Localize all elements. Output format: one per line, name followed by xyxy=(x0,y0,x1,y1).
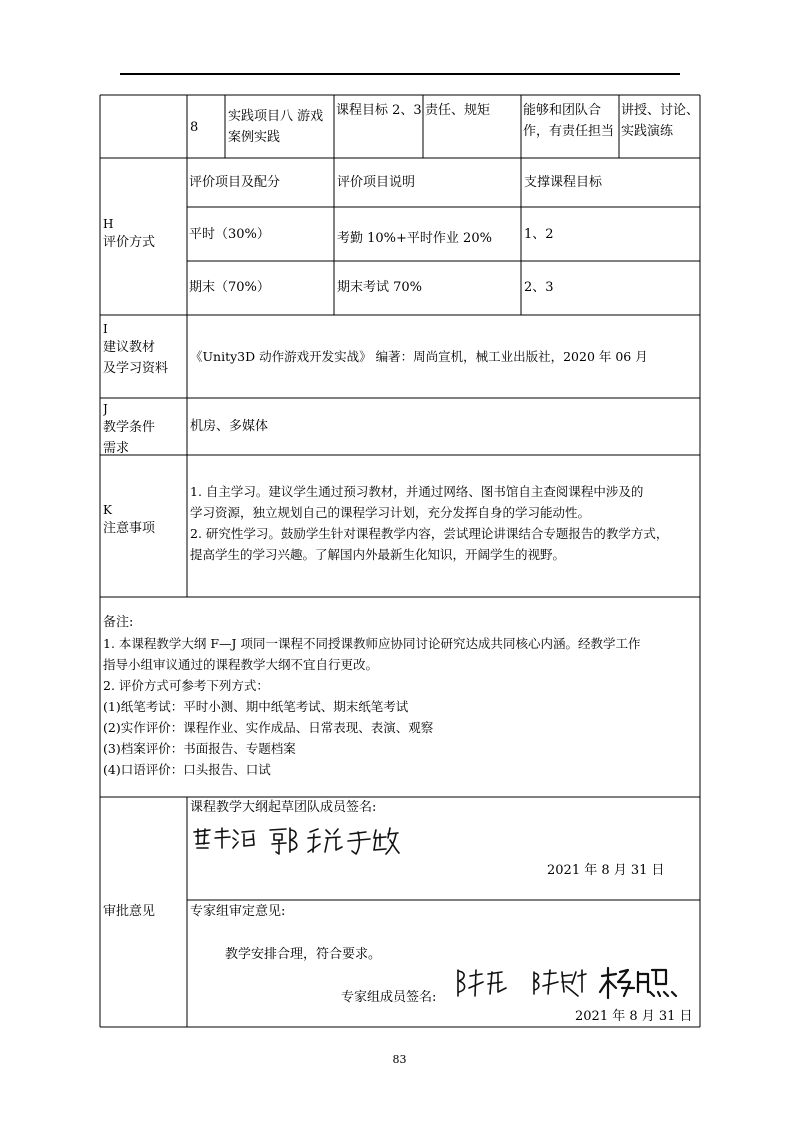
section-i-content: 《Unity3D 动作游戏开发实战》 编著：周尚宣机，械工业出版社，2020 年 06 月 xyxy=(190,349,648,364)
section-i-title-line1: 建议教材 xyxy=(103,340,156,355)
expert-sign-label: 专家组成员签名: xyxy=(341,990,437,1005)
row8-project-line2: 案例实践 xyxy=(228,130,281,145)
section-j-title-line2: 需求 xyxy=(103,441,130,454)
section-k-line: 2. 研究性学习。鼓励学生针对课程教学内容，尝试理论讲课结合专题报告的教学方式， xyxy=(190,526,669,541)
notes-title: 备注: xyxy=(103,615,134,630)
expert-sign-date: 2021 年 8 月 31 日 xyxy=(575,1009,693,1024)
row8-ability xyxy=(523,100,614,142)
eval-row2-goal: 2、3 xyxy=(524,280,554,295)
row8-ability-line1: 能够和团队合 xyxy=(523,103,602,118)
eval-header-desc: 评价项目说明 xyxy=(337,175,416,190)
section-k-content xyxy=(190,481,698,565)
notes-line: 1. 本课程教学大纲 F—J 项同一课程不同授课教师应协同讨论研究达成共同核心内涵。经教学工作 xyxy=(103,636,641,651)
expert-opinion: 教学安排合理，符合要求。 xyxy=(225,947,382,962)
page-number: 83 xyxy=(392,1053,407,1066)
eval-row2-desc: 期末考试 70% xyxy=(337,280,423,295)
section-j-letter: J xyxy=(103,402,108,416)
section-j-title-line1: 教学条件 xyxy=(103,420,156,435)
row8-project-line1: 实践项目八 游戏 xyxy=(228,109,324,124)
section-k-line: 1. 自主学习。建议学生通过预习教材，并通过网络、图书馆自主查阅课程中涉及的 xyxy=(190,484,644,499)
row8-project xyxy=(228,106,323,148)
eval-row1-desc: 考勤 10%+平时作业 20% xyxy=(337,231,492,246)
row8-method-line2: 实践演练 xyxy=(621,124,674,139)
eval-row2-item: 期末（70%） xyxy=(189,280,270,295)
team-signature-image xyxy=(190,820,400,860)
notes-line: (4)口语评价：口头报告、口试 xyxy=(103,762,271,777)
eval-row1-item: 平时（30%） xyxy=(189,227,270,242)
notes-line: 指导小组审议通过的课程教学大纲不宜自行更改。 xyxy=(103,657,379,672)
row8-goal: 课程目标 2、3 xyxy=(336,103,422,118)
row8-ability-line2: 作，有责任担当 xyxy=(523,124,615,139)
notes-line: (1)纸笔考试：平时小测、期中纸笔考试、期末纸笔考试 xyxy=(103,699,409,714)
eval-header-item: 评价项目及配分 xyxy=(189,175,281,190)
section-i-label xyxy=(103,322,168,379)
eval-header-goal: 支撑课程目标 xyxy=(524,175,603,190)
section-i-title-line2: 及学习资料 xyxy=(103,361,169,376)
eval-row1-goal: 1、2 xyxy=(524,227,554,242)
section-h-title: 评价方式 xyxy=(103,235,156,250)
row8-method-line1: 讲授、讨论、 xyxy=(621,103,700,118)
row8-values: 责任、规矩 xyxy=(425,103,491,118)
section-j-content: 机房、多媒体 xyxy=(190,419,269,434)
section-j-label xyxy=(103,402,155,454)
notes-line: (2)实作评价：课程作业、实作成品、日常表现、表演、观察 xyxy=(103,720,434,735)
section-i-letter: I xyxy=(103,322,108,336)
section-k-line: 学习资源，独立规划自己的课程学习计划，充分发挥自身的学习能动性。 xyxy=(190,505,591,520)
notes-line: 2. 评价方式可参考下列方式： xyxy=(103,678,269,693)
expert-signature-image xyxy=(452,962,682,1004)
section-h-label xyxy=(103,217,155,253)
section-h-letter: H xyxy=(103,217,114,231)
row8-method xyxy=(621,100,699,142)
row8-num: 8 xyxy=(190,120,199,135)
notes-block xyxy=(103,612,698,780)
section-k-title: 注意事项 xyxy=(103,521,156,536)
section-k-label xyxy=(103,503,155,539)
expert-title: 专家组审定意见: xyxy=(190,904,286,919)
notes-line: (3)档案评价：书面报告、专题档案 xyxy=(103,741,296,756)
header-rule xyxy=(120,73,680,75)
section-k-letter: K xyxy=(103,503,112,517)
approval-label: 审批意见 xyxy=(103,904,156,919)
team-sign-title: 课程教学大纲起草团队成员签名: xyxy=(190,800,377,815)
section-k-line: 提高学生的学习兴趣。了解国内外最新生化知识，开阔学生的视野。 xyxy=(190,547,566,562)
team-sign-date: 2021 年 8 月 31 日 xyxy=(547,863,665,878)
